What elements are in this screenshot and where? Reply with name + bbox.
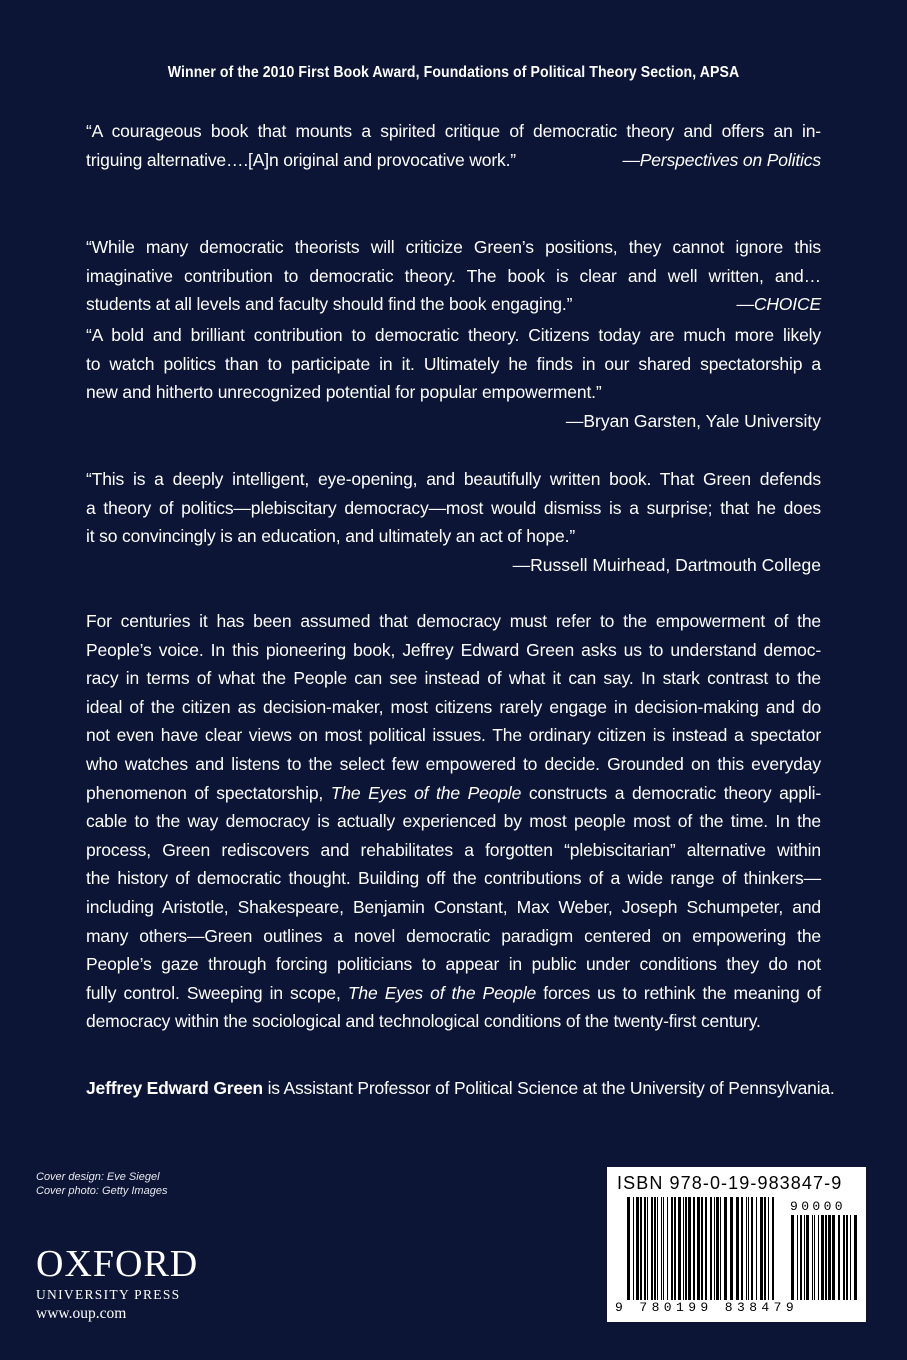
barcode-bar — [746, 1197, 747, 1300]
description-line: phenomenon of spectatorship, The Eyes of the People constructs a democratic theory appli- — [86, 782, 821, 803]
barcode-bar — [730, 1197, 733, 1300]
barcode-bar — [736, 1197, 739, 1300]
barcode-bar — [633, 1197, 634, 1300]
barcode-bar — [627, 1197, 630, 1300]
barcode-bar — [756, 1197, 757, 1300]
barcode-bar — [636, 1197, 639, 1300]
review-line: a theory of politics—plebiscitary democracy—most would dismiss is a surprise; that he does — [86, 497, 821, 518]
barcode-bar — [843, 1215, 845, 1300]
barcode-bar — [654, 1197, 656, 1300]
barcode-bar — [806, 1215, 809, 1300]
barcode-bar — [812, 1215, 813, 1300]
book-title: The Eyes of the People — [347, 982, 537, 1003]
description-line: process, Green rediscovers and rehabilitates a forgotten “plebiscitarian” alternative within — [86, 839, 821, 860]
author-bio: Jeffrey Edward Green is Assistant Professor of Political Science at the University of Pennsylvania. — [86, 1078, 835, 1098]
barcode-bar — [772, 1197, 774, 1300]
review-attribution: —Russell Muirhead, Dartmouth College — [512, 554, 821, 575]
barcode-bar — [720, 1197, 721, 1300]
review-line: “A courageous book that mounts a spirited critique of democratic theory and offers an in- — [86, 121, 821, 141]
description-line: For centuries it has been assumed that democracy must refer to the empowerment of the — [86, 611, 821, 631]
award-banner: Winner of the 2010 First Book Award, Foundations of Political Theory Section, APSA — [167, 64, 740, 81]
barcode-bar — [693, 1197, 695, 1300]
barcode-bar — [671, 1197, 673, 1300]
book-title: The Eyes of the People — [330, 782, 522, 803]
barcode-bar — [846, 1215, 848, 1300]
barcode-bar — [714, 1197, 715, 1300]
addon-digits: 90000 — [790, 1199, 847, 1214]
barcode-bar — [683, 1197, 684, 1300]
publisher-name: OXFORD — [36, 1243, 199, 1285]
description-line: cable to the way democracy is actually experienced by most people most of the time. In the — [86, 811, 821, 832]
barcode-bar — [804, 1215, 805, 1300]
author-name: Jeffrey Edward Green — [86, 1078, 263, 1098]
review-line: “A bold and brilliant contribution to democratic theory. Citizens today are much more likely — [86, 325, 821, 345]
barcode-bar — [716, 1197, 719, 1300]
barcode-bar — [710, 1197, 712, 1300]
description-line: People’s voice. In this pioneering book, Jeffrey Edward Green asks us to understand democ- — [86, 639, 821, 660]
barcode-bar — [791, 1215, 794, 1300]
barcode-bar — [821, 1215, 824, 1300]
barcode-bar — [748, 1197, 749, 1300]
review-source: —CHOICE — [736, 294, 821, 314]
barcode-bar — [697, 1197, 700, 1300]
description-line: People’s gaze through forcing politicians to appear in public under conditions they do not — [86, 954, 821, 975]
barcode-bar — [838, 1215, 840, 1300]
barcode-bars-icon — [627, 1197, 779, 1300]
barcode-bar — [724, 1197, 727, 1300]
barcode-bar — [814, 1215, 815, 1300]
review-line: it so convincingly is an education, and ultimately an act of hope.” — [86, 526, 575, 546]
review-muirhead — [86, 465, 821, 579]
description-line: who watches and listens to the select few empowered to decide. Grounded on this everyday — [86, 753, 821, 774]
isbn-label: ISBN 978-0-19-983847-9 — [617, 1173, 843, 1193]
description-line: not even have clear views on most political issues. The ordinary citizen is instead a spectator — [86, 725, 821, 746]
publisher-logo — [36, 1244, 198, 1324]
barcode-bar — [768, 1197, 769, 1300]
review-line: “This is a deeply intelligent, eye-opening, and beautifully written book. That Green defends — [86, 469, 821, 489]
barcode-bar — [764, 1197, 766, 1300]
review-choice — [86, 233, 821, 319]
description-line: including Aristotle, Shakespeare, Benjamin Constant, Max Weber, Joseph Schumpeter, and — [86, 896, 821, 917]
barcode-bar — [678, 1197, 681, 1300]
barcode-bar — [818, 1215, 819, 1300]
barcode-bar — [657, 1197, 658, 1300]
barcode-bar — [674, 1197, 676, 1300]
review-line: imaginative contribution to democratic theory. The book is clear and well written, and… — [86, 265, 821, 286]
addon-barcode-bars-icon — [791, 1215, 857, 1300]
barcode-bar — [661, 1197, 662, 1300]
review-perspectives — [86, 117, 821, 174]
barcode-bar — [701, 1197, 703, 1300]
description-line: ideal of the citizen as decision-maker, most citizens rarely engage in decision-making and do — [86, 696, 821, 717]
review-attribution: —Bryan Garsten, Yale University — [565, 410, 821, 431]
description-line: the history of democratic thought. Building off the contributions of a wide range of thinkers— — [86, 868, 821, 889]
cover-photo-credit: Cover photo: Getty Images — [36, 1185, 168, 1197]
publisher-url: www.oup.com — [36, 1305, 127, 1322]
barcode-bar — [644, 1197, 646, 1300]
barcode-bar — [825, 1215, 827, 1300]
barcode-bar — [850, 1215, 851, 1300]
barcode-bar — [828, 1215, 831, 1300]
barcode-bar — [685, 1197, 687, 1300]
barcode-bar — [667, 1197, 668, 1300]
barcode-bar — [688, 1197, 691, 1300]
review-line: new and hitherto unrecognized potential for popular empowerment.” — [86, 382, 602, 402]
review-line: triguing alternative….[A]n original and provocative work.” —Perspectives on Politics — [86, 146, 821, 175]
ean-digits: 9 780199 838479 — [615, 1300, 799, 1315]
barcode-bar — [663, 1197, 664, 1300]
barcode-bar — [651, 1197, 653, 1300]
barcode-bar — [647, 1197, 648, 1300]
description-line: democracy within the sociological and technological conditions of the twenty-first century. — [86, 1011, 761, 1032]
barcode-bar — [640, 1197, 642, 1300]
barcode-bar — [854, 1215, 857, 1300]
description-line: fully control. Sweeping in scope, The Eyes of the People forces us to rethink the meaning of — [86, 982, 822, 1003]
review-line: to watch politics than to participate in it. Ultimately he finds in our shared spectatorship a — [86, 353, 821, 374]
barcode-bar — [800, 1215, 802, 1300]
book-description — [86, 607, 821, 1036]
barcode-bar — [741, 1197, 743, 1300]
review-garsten — [86, 321, 821, 435]
review-line: students at all levels and faculty should find the book engaging.” —CHOICE — [86, 290, 821, 319]
barcode-box — [607, 1167, 866, 1322]
barcode-bar — [797, 1215, 798, 1300]
description-line: many others—Green outlines a novel democratic paradigm centered on empowering the — [86, 925, 821, 946]
cover-design-credit: Cover design: Eve Siegel — [36, 1171, 160, 1183]
description-line: racy in terms of what the People can see instead of what it can say. In stark contrast to the — [86, 668, 821, 689]
publisher-subtitle: UNIVERSITY PRESS — [36, 1287, 181, 1302]
barcode-bar — [760, 1197, 763, 1300]
barcode-bar — [832, 1215, 835, 1300]
barcode-bar — [705, 1197, 707, 1300]
review-source: —Perspectives on Politics — [622, 149, 821, 170]
barcode-bar — [751, 1197, 753, 1300]
cover-credits — [36, 1170, 167, 1198]
review-line: “While many democratic theorists will criticize Green’s positions, they cannot ignore this — [86, 237, 821, 257]
